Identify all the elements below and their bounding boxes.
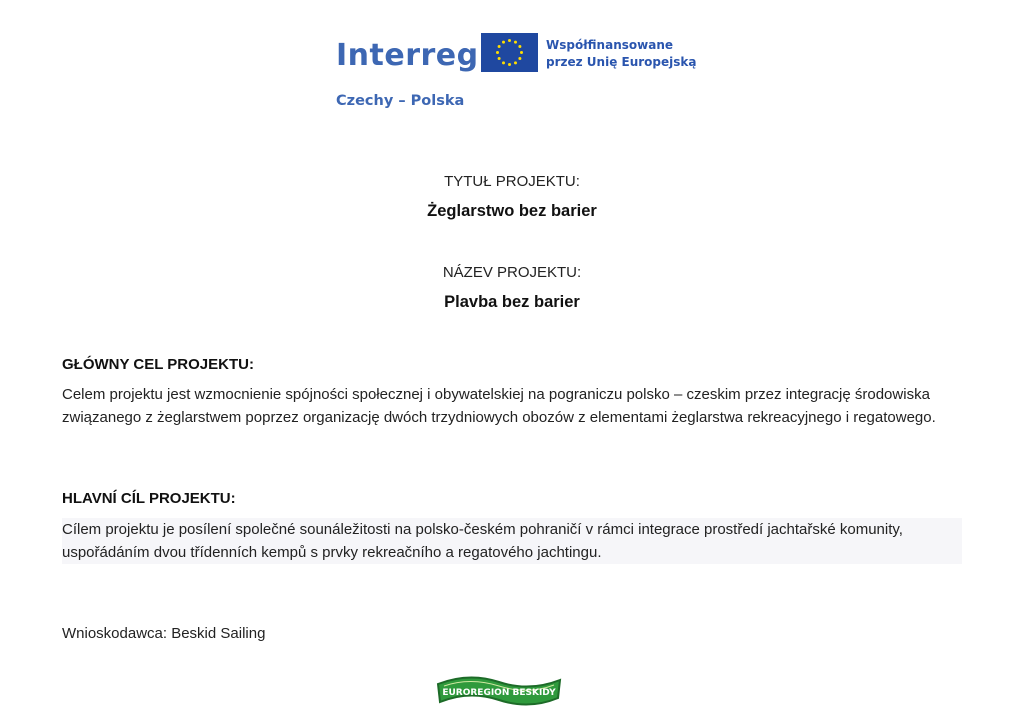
eu-star-icon	[498, 57, 501, 60]
eu-star-icon	[514, 41, 517, 44]
pl-project-title: Żeglarstwo bez barier	[427, 202, 597, 220]
eu-text-line2: przez Unię Europejską	[546, 55, 697, 69]
eu-star-icon	[520, 51, 523, 54]
interreg-region: Czechy – Polska	[336, 93, 465, 109]
euroregion-text: EUROREGION BESKIDY	[442, 688, 556, 698]
eu-star-icon	[498, 45, 501, 48]
pl-goal-heading: GŁÓWNY CEL PROJEKTU:	[62, 356, 254, 373]
applicant: Wnioskodawca: Beskid Sailing	[62, 625, 266, 642]
euroregion-beskidy-logo	[434, 672, 564, 710]
eu-star-icon	[508, 39, 511, 42]
cz-project-title: Plavba bez barier	[444, 293, 580, 311]
eu-star-icon	[514, 61, 517, 64]
pl-goal-text: Celem projektu jest wzmocnienie spójności społecznej i obywatelskiej na pograniczu polsko – czeskim przez integrację środowiska związanego z żeglarstwem poprzez organizację dwóch trzydniowych obozów z elementami żeglarstwa rekreacyjnego i regatowego.	[62, 386, 936, 426]
eu-star-icon	[502, 41, 505, 44]
eu-flag-icon	[481, 33, 538, 72]
eu-star-icon	[496, 51, 499, 54]
eu-text-line1: Współfinansowane	[546, 38, 673, 52]
eu-star-icon	[518, 57, 521, 60]
eu-cofinancing-text	[546, 37, 696, 71]
cz-goal-text: Cílem projektu je posílení společné sounáležitosti na polsko-českém pohraničí v rámci integrace prostředí jachtařské komunity, uspořádáním dvou třídenních kempů s prvky rekreačního a regatového jachtingu.	[62, 518, 962, 564]
eu-star-icon	[502, 61, 505, 64]
eu-star-icon	[508, 63, 511, 66]
interreg-logo: Interreg	[336, 38, 479, 73]
eu-star-icon	[518, 45, 521, 48]
pl-title-label: TYTUŁ PROJEKTU:	[444, 173, 580, 190]
cz-title-label: NÁZEV PROJEKTU:	[442, 264, 582, 281]
cz-goal-heading: HLAVNÍ CÍL PROJEKTU:	[62, 490, 236, 507]
